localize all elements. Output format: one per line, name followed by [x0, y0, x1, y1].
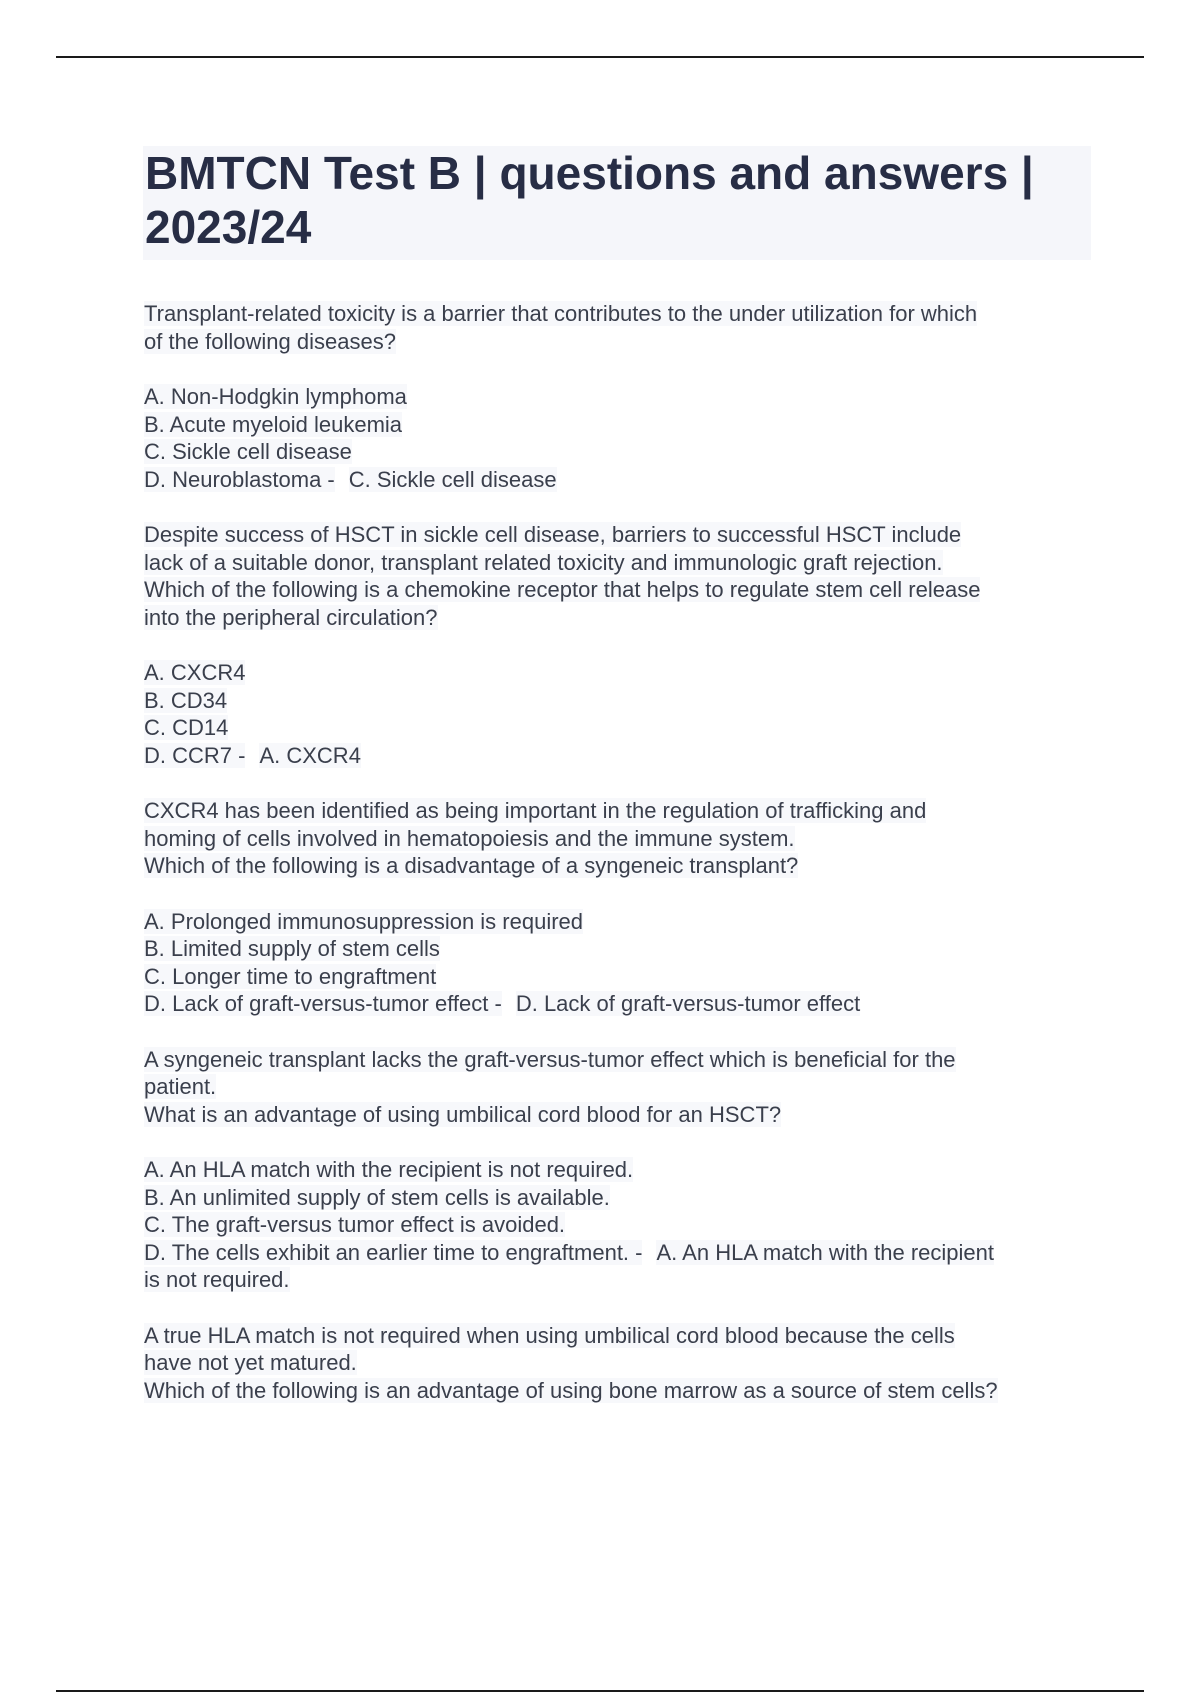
answer-options [144, 1156, 1094, 1294]
title-line-2: 2023/24 [145, 201, 312, 253]
text-line: A true HLA match is not required when using umbilical cord blood because the cells [144, 1322, 955, 1348]
option: A. CXCR4 [144, 660, 246, 685]
text-line: patient. [144, 1074, 217, 1099]
text-line: into the peripheral circulation? [144, 604, 438, 630]
option: A. Prolonged immunosuppression is required [144, 908, 584, 934]
text-line: of the following diseases? [144, 328, 396, 354]
option: C. CD14 [144, 715, 229, 740]
option: C. Longer time to engraftment [144, 963, 437, 989]
option: A. Non-Hodgkin lymphoma [144, 384, 407, 409]
title-line-1: BMTCN Test B | questions and answers | [145, 147, 1034, 199]
header-rule [56, 56, 1144, 58]
option-with-answer: D. The cells exhibit an earlier time to engraftment. - A. An HLA match with the recipient [144, 1239, 994, 1265]
page-title [145, 146, 1091, 254]
text-line: have not yet matured. [144, 1350, 357, 1375]
title-block [143, 146, 1091, 260]
question-text [144, 300, 1094, 355]
text-line: Despite success of HSCT in sickle cell disease, barriers to successful HSCT include [144, 522, 962, 547]
option: C. The graft-versus tumor effect is avoided. [144, 1212, 566, 1237]
text-line: Transplant-related toxicity is a barrier that contributes to the under utilization for which [144, 301, 978, 326]
option-with-answer: D. Lack of graft-versus-tumor effect - D. Lack of graft-versus-tumor effect [144, 991, 861, 1016]
text-line: Which of the following is a disadvantage of a syngeneic transplant? [144, 853, 799, 878]
option: B. An unlimited supply of stem cells is available. [144, 1184, 610, 1210]
text-line: CXCR4 has been identified as being important in the regulation of trafficking and [144, 798, 927, 823]
option: A. An HLA match with the recipient is not required. [144, 1157, 634, 1182]
text-line: Which of the following is an advantage of using bone marrow as a source of stem cells? [144, 1377, 998, 1403]
text-line: homing of cells involved in hematopoiesis and the immune system. [144, 825, 795, 851]
question-text [144, 1322, 1094, 1405]
option-with-answer: D. CCR7 - A. CXCR4 [144, 742, 361, 768]
correct-answer: A. CXCR4 [259, 742, 361, 768]
option: B. CD34 [144, 687, 228, 713]
answer-options [144, 659, 1094, 769]
question-text [144, 797, 1094, 880]
question-text [144, 521, 1094, 631]
document-body [144, 300, 1094, 1432]
text-line: A syngeneic transplant lacks the graft-versus-tumor effect which is beneficial for the [144, 1046, 956, 1072]
option: B. Acute myeloid leukemia [144, 411, 403, 437]
option: B. Limited supply of stem cells [144, 936, 440, 961]
correct-answer: C. Sickle cell disease [348, 466, 557, 492]
answer-options [144, 908, 1094, 1018]
question-text [144, 1046, 1094, 1129]
footer-rule [56, 1690, 1144, 1692]
text-line: Which of the following is a chemokine receptor that helps to regulate stem cell release [144, 577, 981, 602]
correct-answer: D. Lack of graft-versus-tumor effect [515, 991, 861, 1016]
text-line: What is an advantage of using umbilical cord blood for an HSCT? [144, 1101, 782, 1127]
answer-continuation: is not required. [144, 1267, 290, 1292]
text-line: lack of a suitable donor, transplant related toxicity and immunologic graft rejection. [144, 549, 943, 575]
option-with-answer: D. Neuroblastoma - C. Sickle cell disease [144, 466, 557, 492]
correct-answer: A. An HLA match with the recipient [656, 1239, 994, 1265]
answer-options [144, 383, 1094, 493]
option: C. Sickle cell disease [144, 439, 352, 464]
